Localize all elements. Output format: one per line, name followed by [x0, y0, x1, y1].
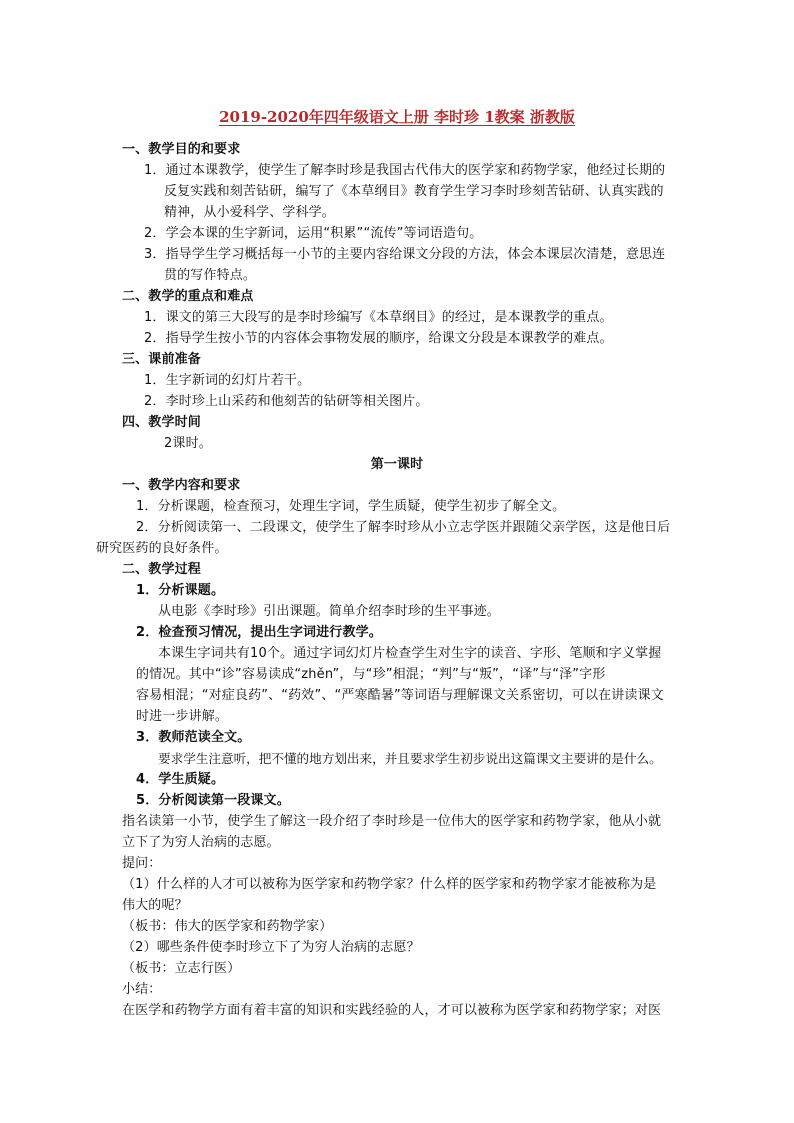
step-line: 要求学生注意听，把不懂的地方划出来，并且要求学生初步说出这篇课文主要讲的是什么。 — [158, 751, 662, 766]
section-heading-content: 一、教学内容和要求 — [122, 478, 241, 493]
step-line: 时进一步讲解。 — [136, 709, 229, 724]
step-heading: 4．学生质疑。 — [136, 772, 225, 787]
section-heading-focus: 二、教学的重点和难点 — [122, 289, 254, 304]
body-line: 提问： — [122, 856, 162, 871]
focus-line: 1．课文的第三大段写的是李时珍编写《本草纲目》的经过，是本课教学的重点。 — [144, 310, 613, 325]
objective-line: 贯的写作特点。 — [164, 268, 257, 283]
body-line: （板书：立志行医） — [122, 961, 241, 976]
step-heading: 1．分析课题。 — [136, 583, 225, 598]
body-line: 指名读第一小节，使学生了解这一段介绍了李时珍是一位伟大的医学家和药物学家，他从小就 — [122, 814, 662, 829]
body-line: （2）哪些条件使李时珍立下了为穷人治病的志愿？ — [122, 940, 420, 955]
time-line: 2课时。 — [164, 436, 212, 451]
preparation-line: 1．生字新词的幻灯片若干。 — [144, 373, 311, 388]
lesson-title: 第一课时 — [370, 457, 424, 472]
section-heading-preparation: 三、课前准备 — [122, 352, 201, 367]
objective-line: 1．通过本课教学，使学生了解李时珍是我国古代伟大的医学家和药物学家，他经过长期的 — [144, 163, 666, 178]
preparation-line: 2．李时珍上山采药和他刻苦的钻研等相关图片。 — [144, 394, 429, 409]
step-heading: 3．教师范读全文。 — [136, 730, 251, 745]
document-title: 2019-2020年四年级语文上册 李时珍 1教案 浙教版 — [219, 108, 575, 126]
objective-line: 精神，从小爱科学、学科学。 — [164, 205, 335, 220]
body-line: 立下了为穷人治病的志愿。 — [122, 835, 280, 850]
step-line: 从电影《李时珍》引出课题。简单介绍李时珍的生平事迹。 — [158, 604, 500, 619]
content-line: 研究医药的良好条件。 — [96, 541, 228, 556]
step-heading: 5．分析阅读第一段课文。 — [136, 793, 290, 808]
body-line: 小结： — [122, 982, 162, 997]
step-line: 本课生字词共有10个。通过字词幻灯片检查学生对生字的读音、字形、笔顺和字义掌握 — [158, 646, 662, 661]
body-line: （1）什么样的人才可以被称为医学家和药物学家？什么样的医学家和药物学家才能被称为是 — [122, 877, 657, 892]
focus-line: 2．指导学生按小节的内容体会事物发展的顺序，给课文分段是本课教学的难点。 — [144, 331, 613, 346]
body-line: 在医学和药物学方面有着丰富的知识和实践经验的人，才可以被称为医学家和药物学家；对医 — [122, 1003, 662, 1018]
content-line: 2．分析阅读第一、二段课文，使学生了解李时珍从小立志学医并跟随父亲学医，这是他日后 — [136, 520, 671, 535]
section-heading-time: 四、教学时间 — [122, 415, 201, 430]
body-line: 伟大的呢？ — [122, 898, 188, 913]
objective-line: 3．指导学生学习概括每一小节的主要内容给课文分段的方法，体会本课层次清楚，意思连 — [144, 247, 666, 262]
content-line: 1．分析课题，检查预习，处理生字词，学生质疑，使学生初步了解全文。 — [136, 499, 566, 514]
step-line: 容易相混；“对症良药”、“药效”、“严寒酷暑”等词语与理解课文关系密切，可以在讲读课文 — [136, 688, 664, 703]
step-heading: 2．检查预习情况，提出生字词进行教学。 — [136, 625, 382, 640]
objective-line: 反复实践和刻苦钻研，编写了《本草纲目》教育学生学习李时珍刻苦钻研、认真实践的 — [164, 184, 664, 199]
section-heading-objectives: 一、教学目的和要求 — [122, 142, 241, 157]
step-line: 的情况。其中“诊”容易读成“zhěn”，与“珍”相混；“判”与“叛”，“译”与“泽”字形 — [136, 667, 606, 682]
objective-line: 2．学会本课的生字新词，运用“积累”“流传”等词语造句。 — [144, 226, 483, 241]
section-heading-process: 二、教学过程 — [122, 562, 201, 577]
body-line: （板书：伟大的医学家和药物学家） — [122, 919, 333, 934]
